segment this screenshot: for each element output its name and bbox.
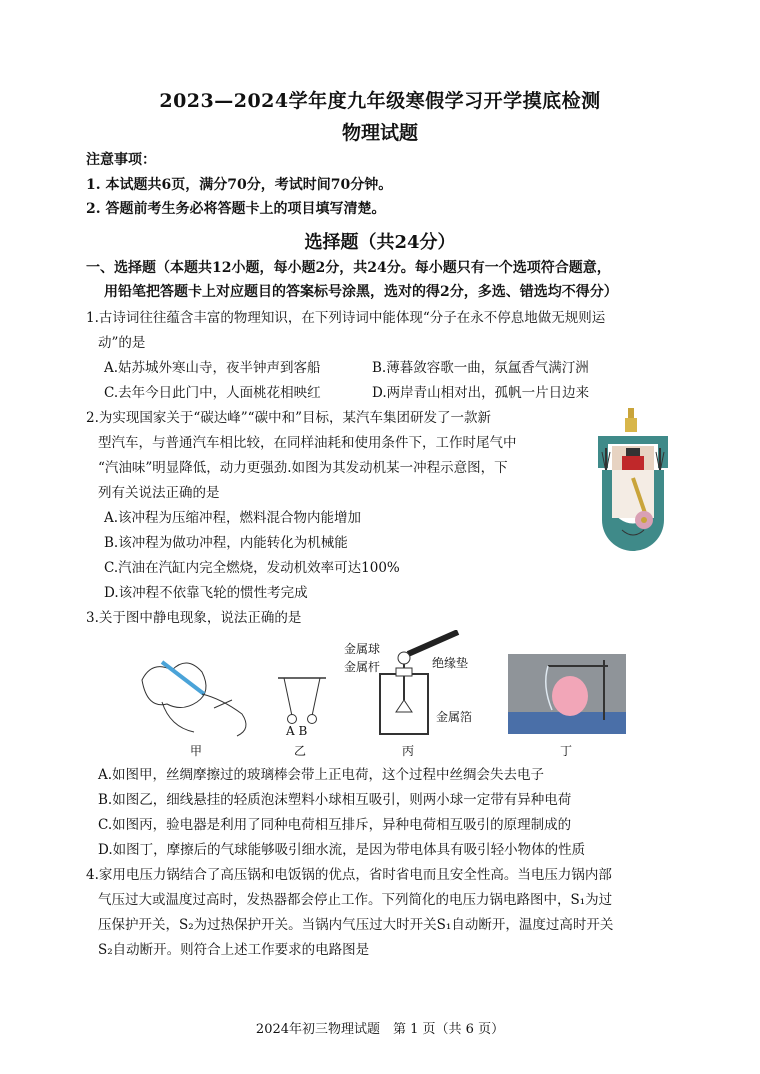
q2-stem-line3: “汽油味”明显降低，动力更强劲.如图为其发动机某一冲程示意图，下 [98,460,508,476]
q4-stem-line4: S₂自动断开。则符合上述工作要求的电路图是 [98,942,370,958]
q4-stem-line3: 压保护开关，S₂为过热保护开关。当锅内气压过大时开关S₁自动断开，温度过高时开关 [98,917,614,933]
fig-yi-ball-labels: A B [286,724,308,738]
q3-option-d: D.如图丁，摩擦后的气球能够吸引细水流，是因为带电体具有吸引轻小物体的性质 [98,842,586,858]
part1-instruction-line1: 一、选择题（本题共12小题，每小题2分，共24分。每小题只有一个选项符合题意， [86,260,611,276]
q2-option-a: A.该冲程为压缩冲程，燃料混合物内能增加 [104,510,362,526]
q3-option-a: A.如图甲，丝绸摩擦过的玻璃棒会带上正电荷，这个过程中丝绸会失去电子 [98,767,545,783]
section-title: 选择题（共24分） [304,232,456,253]
fig-bing-label-rod: 金属杆 [344,660,381,674]
part1-instruction-line2: 用铅笔把答题卡上对应题目的答案标号涂黑，选对的得2分，多选、错选均不得分） [104,284,618,300]
q1-option-c: C.去年今日此门中，人面桃花相映红 [104,385,321,401]
q3-option-c: C.如图丙，验电器是利用了同种电荷相互排斥，异种电荷相互吸引的原理制成的 [98,817,572,833]
q2-option-b: B.该冲程为做功冲程，内能转化为机械能 [104,535,348,551]
fig-label-bing: 丙 [402,744,415,758]
fig-label-yi: 乙 [294,744,307,758]
exam-title: 2023—2024学年度九年级寒假学习开学摸底检测 [159,90,601,112]
q4-stem-line2: 气压过大或温度过高时，发热器都会停止工作。下列简化的电压力锅电路图中，S₁为过 [98,892,613,908]
q2-stem-line1: 2.为实现国家关于“碳达峰”“碳中和”目标，某汽车集团研发了一款新 [86,410,491,426]
q4-stem-line1: 4.家用电压力锅结合了高压锅和电饭锅的优点，省时省电而且安全性高。当电压力锅内部 [86,867,612,883]
fig-bing-label-ball: 金属球 [344,642,381,656]
fig-ding-balloon-water [508,654,626,734]
exam-subtitle: 物理试题 [341,122,418,144]
q2-option-c: C.汽油在汽缸内完全燃烧，发动机效率可达100% [104,560,400,576]
fig-yi-hanging-balls [276,676,328,726]
q3-option-b: B.如图乙，细线悬挂的轻质泡沫塑料小球相互吸引，则两小球一定带有异种电荷 [98,792,572,808]
q2-stem-line4: 列有关说法正确的是 [98,485,220,501]
notice-heading: 注意事项： [86,152,156,168]
notice-item-1: 1. 本试题共6页，满分70分，考试时间70分钟。 [86,177,393,193]
q3-stem-line1: 3.关于图中静电现象，说法正确的是 [86,610,302,626]
engine-stroke-figure [588,408,678,558]
fig-label-jia: 甲 [190,744,203,758]
q1-stem-line1: 1.古诗词往往蕴含丰富的物理知识，在下列诗词中能体现“分子在永不停息地做无规则运 [86,310,606,326]
fig-jia-silk-rubbing [132,650,262,740]
q1-option-a: A.姑苏城外寒山寺，夜半钟声到客船 [104,360,321,376]
page-footer: 2024年初三物理试题 第 1 页（共 6 页） [255,1022,505,1037]
q1-option-b: B.薄暮敛容歌一曲，氛氲香气满汀洲 [372,360,589,376]
notice-item-2: 2. 答题前考生务必将答题卡上的项目填写清楚。 [86,201,386,217]
fig-bing-label-foil: 金属箔 [436,710,473,724]
q1-stem-line2: 动”的是 [98,335,146,351]
q2-option-d: D.该冲程不依靠飞轮的惯性考完成 [104,585,308,601]
q1-option-d: D.两岸青山相对出，孤帆一片日边来 [372,385,590,401]
q2-stem-line2: 型汽车，与普通汽车相比较，在同样油耗和使用条件下，工作时尾气中 [98,435,517,451]
fig-bing-label-pad: 绝缘垫 [432,656,469,670]
fig-label-ding: 丁 [560,744,573,758]
